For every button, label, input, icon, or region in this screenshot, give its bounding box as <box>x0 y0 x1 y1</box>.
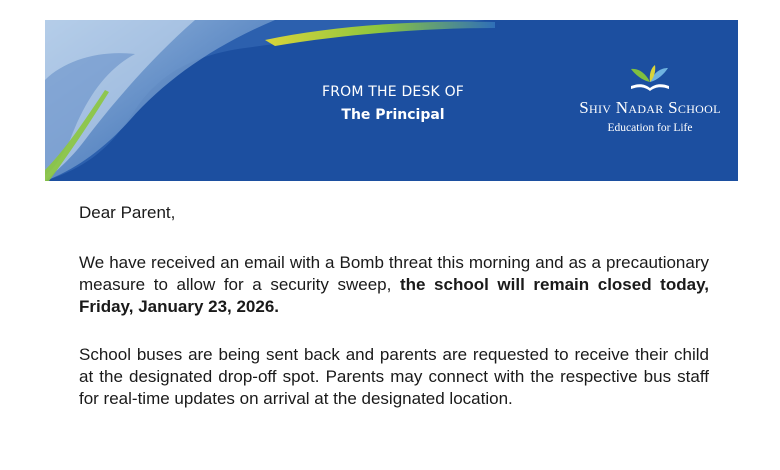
desk-label: FROM THE DESK OF <box>321 84 465 100</box>
closure-text: We have received an email with a Bomb threat this morning and as a precautionary measure to allow for a security sweep, <box>79 253 709 294</box>
school-name-first: Shiv Nadar <box>579 98 664 117</box>
salutation: Dear Parent, <box>79 203 176 222</box>
school-logo <box>575 64 725 134</box>
closure-paragraph <box>79 252 709 318</box>
desk-title: The Principal <box>341 107 445 123</box>
letter-body <box>79 202 709 410</box>
book-sprout-icon <box>627 64 673 94</box>
bus-paragraph: School buses are being sent back and parents are requested to receive their child at the designated drop-off spot. Parents may connect with the respective bus staff for real-time updates on arrival at the designated location. <box>79 345 709 408</box>
letterhead-banner <box>45 20 738 181</box>
school-name-second: School <box>668 98 721 117</box>
school-tagline: Education for Life <box>607 122 693 134</box>
school-name <box>575 98 725 118</box>
desk-heading <box>293 82 493 128</box>
closure-emphasis: the school will remain closed today, Friday, January 23, 2026. <box>79 275 709 316</box>
